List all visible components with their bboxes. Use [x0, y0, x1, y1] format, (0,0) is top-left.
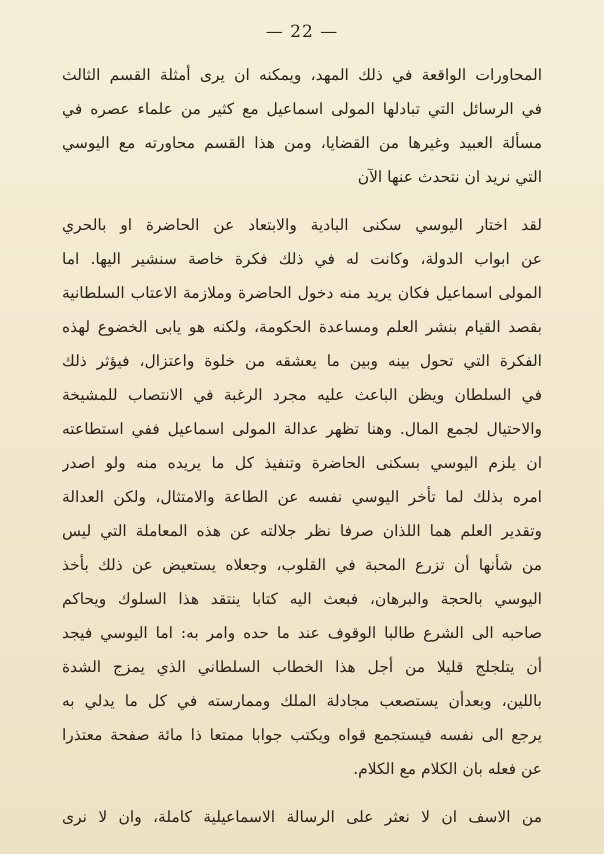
text-line: والاحتيال لجمع المال. وهنا تظهر عدالة المولى اسماعيل ففي استطاعته	[62, 420, 542, 438]
text-line: في السلطان ويظن الباعث عليه مجرد الرغبة في الانتصاب للمشيخة	[62, 386, 542, 404]
text-line: وتقدير العلم هما اللذان صرفا نظر جلالته عن هذه المعاملة التي ليس	[62, 522, 542, 540]
text-line: من شأنها أن تزرع المحبة في القلوب، وجعلاه يستعيض عن ذلك بأخذ	[62, 556, 542, 574]
text-line: يرجع الى نفسه فيستجمع قواه ويكتب جوابا ممتعا ذا مائة صفحة معتذرا	[62, 726, 542, 744]
body-text	[62, 58, 542, 834]
text-line: من الاسف ان لا نعثر على الرسالة الاسماعيلية كاملة، وان لا نرى	[62, 808, 542, 826]
text-line: صاحبه الى الشرع طالبا الوقوف عند ما حده وامر به: اما اليوسي فيجد	[62, 624, 542, 642]
text-line: الفكرة التي تحول بينه وبين ما يعشقه من خلوة واعتزال، فيؤثر ذلك	[62, 352, 542, 370]
text-line: اليوسي بالحجة والبرهان، فبعث اليه كتابا ينتقد هذا السلوك ويحاكم	[62, 590, 542, 608]
text-line: في الرسائل التي تبادلها المولى اسماعيل مع كثير من علماء عصره في	[62, 100, 542, 118]
text-line: عن ابواب الدولة، وكانت له في ذلك فكرة خاصة سنشير اليها. اما	[62, 250, 542, 268]
text-line: عن فعله بان الكلام مع الكلام.	[353, 760, 542, 778]
text-line: بقصد القيام بنشر العلم ومساعدة الحكومة، ولكنه هو يابى الخضوع لهذه	[62, 318, 542, 336]
text-line: باللين، وبعدأن يستصعب مجادلة الملك وممارسته في كل ما يدلي به	[62, 692, 542, 710]
text-line: المحاورات الواقعة في ذلك المهد، ويمكنه ان يرى أمثلة القسم الثالث	[62, 66, 542, 84]
text-line: المولى اسماعيل فكان يريد منه دخول الحاضرة وملازمة الاعتاب السلطانية	[62, 284, 542, 302]
text-line: لقد اختار اليوسي سكنى البادية والابتعاد عن الحاضرة او بالحري	[62, 216, 542, 234]
text-line: امره بذلك لما تأخر اليوسي نفسه عن الطاعة والامتثال، ولكن العدالة	[62, 488, 542, 506]
text-line: ان يلزم اليوسي بسكنى الحاضرة وتنفيذ كل ما يريده منه ولو اصدر	[62, 454, 542, 472]
text-line: التي نريد ان نتحدث عنها الآن	[357, 168, 542, 186]
page-number: — 22 —	[265, 22, 339, 42]
text-line: مسألة العبيد وغيرها من القضايا، ومن هذا القسم محاورته مع اليوسي	[62, 134, 542, 152]
text-line: أن يتلجلج قليلا من أجل هذا الخطاب السلطاني الذي يمزج الشدة	[62, 658, 542, 676]
